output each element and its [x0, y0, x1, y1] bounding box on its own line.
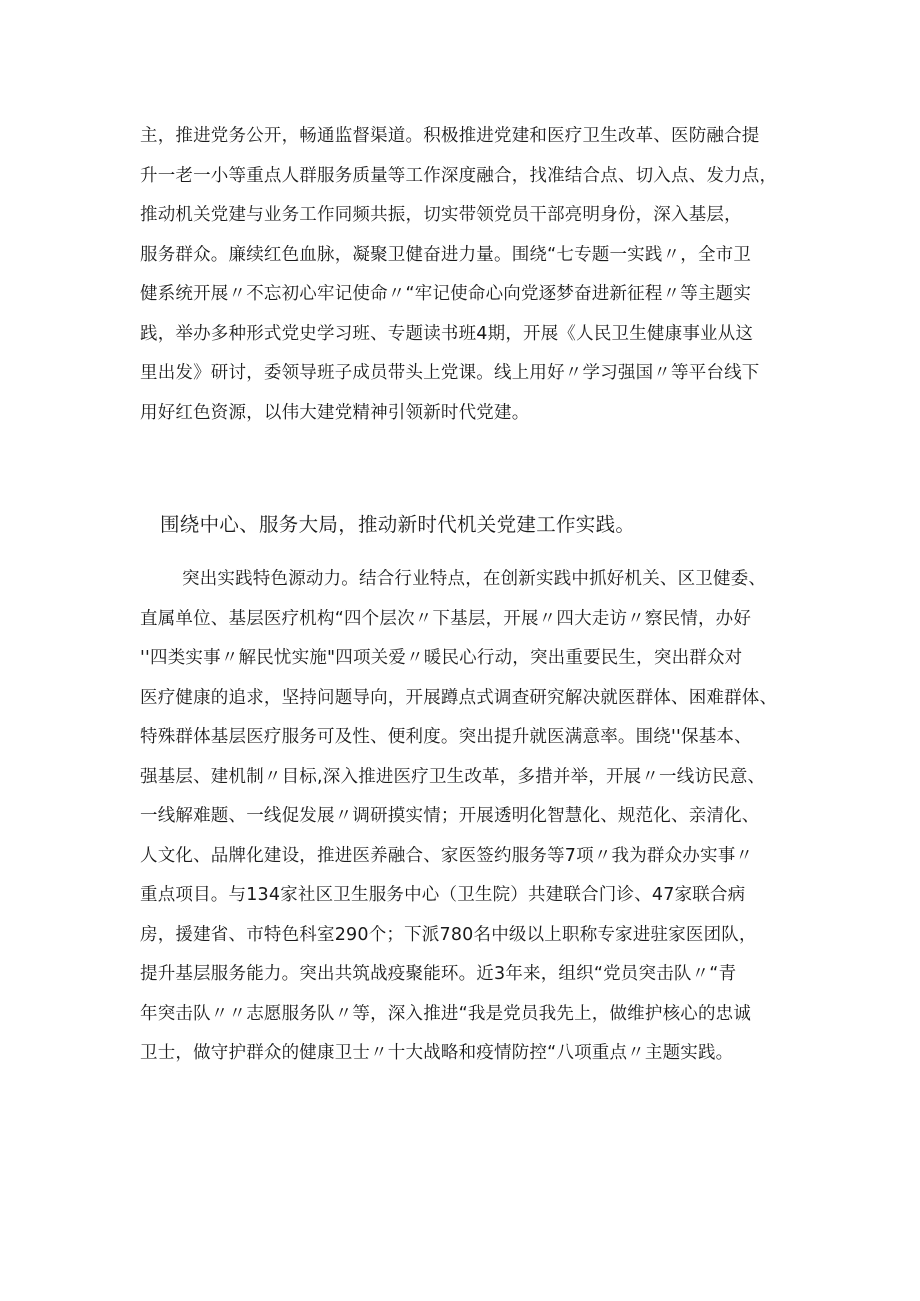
- paragraph-line: 医疗健康的追求，坚持问题导向，开展蹲点式调查研究解决就医群体、困难群体、: [140, 687, 778, 708]
- paragraph-line: 主，推进党务公开，畅通监督渠道。积极推进党建和医疗卫生改革、医防融合提: [140, 126, 760, 146]
- paragraph-line: 践，举办多种形式党史学习班、专题读书班4期，开展《人民卫生健康事业从这: [140, 323, 754, 344]
- paragraph-line: 提升基层服务能力。突出共筑战疫聚能环。近3年来，组织“党员突击队〃“青: [140, 964, 737, 984]
- paragraph-line: 一线解难题、一线促发展〃调研摸实情；开展透明化智慧化、规范化、亲清化、: [140, 806, 760, 826]
- paragraph-line: 重点项目。与134家社区卫生服务中心（卫生院）共建联合门诊、47家联合病: [140, 885, 746, 905]
- paragraph-line: 强基层、建机制〃目标,深入推进医疗卫生改革，多措并举，开展〃一线访民意、: [140, 766, 766, 787]
- paragraph-line: 里出发》研讨，委领导班子成员带头上党课。线上用好〃学习强国〃等平台线下: [140, 363, 760, 383]
- paragraph-line: 服务群众。廉续红色血脉，凝聚卫健奋进力量。围绕“七专题一实践〃，全市卫: [140, 244, 752, 265]
- paragraph-line: 升一老一小等重点人群服务质量等工作深度融合，找准结合点、切入点、发力点，: [140, 165, 778, 186]
- paragraph-line: 突出实践特色源动力。结合行业特点，在创新实践中抓好机关、区卫健委、: [182, 569, 767, 589]
- paragraph-line: 人文化、品牌化建设，推进医养融合、家医签约服务等7项〃我为群众办实事〃: [140, 845, 754, 866]
- paragraph-line: 健系统开展〃不忘初心牢记使命〃“牢记使命心向党逐梦奋进新征程〃等主题实: [140, 284, 752, 304]
- paragraph-line: 用好红色资源，以伟大建党精神引领新时代党建。: [140, 402, 530, 423]
- paragraph-line: 卫士，做守护群众的健康卫士〃十大战略和疫情防控“八项重点〃主题实践。: [140, 1043, 734, 1063]
- paragraph-party-building: [140, 117, 800, 433]
- paragraph-line: 直属单位、基层医疗机构“四个层次〃下基层，开展〃四大走访〃察民情，办好: [140, 608, 752, 629]
- paragraph-line: ''四类实事〃解民忧实施"四项关爱〃暖民心行动，突出重要民生，突出群众对: [140, 648, 743, 668]
- section-heading: 围绕中心、服务大局，推动新时代机关党建工作实践。: [160, 513, 636, 536]
- paragraph-practice: [140, 560, 800, 1074]
- paragraph-line: 推动机关党建与业务工作同频共振，切实带领党员干部亮明身份，深入基层，: [140, 205, 742, 225]
- paragraph-line: 房，援建省、市特色科室290个；下派780名中级以上职称专家进驻家医团队，: [140, 924, 757, 945]
- paragraph-line: 年突击队〃〃志愿服务队〃等，深入推进“我是党员我先上，做维护核心的忠诚: [140, 1003, 752, 1024]
- paragraph-line: 特殊群体基层医疗服务可及性、便利度。突出提升就医满意率。围绕''保基本、: [140, 727, 752, 747]
